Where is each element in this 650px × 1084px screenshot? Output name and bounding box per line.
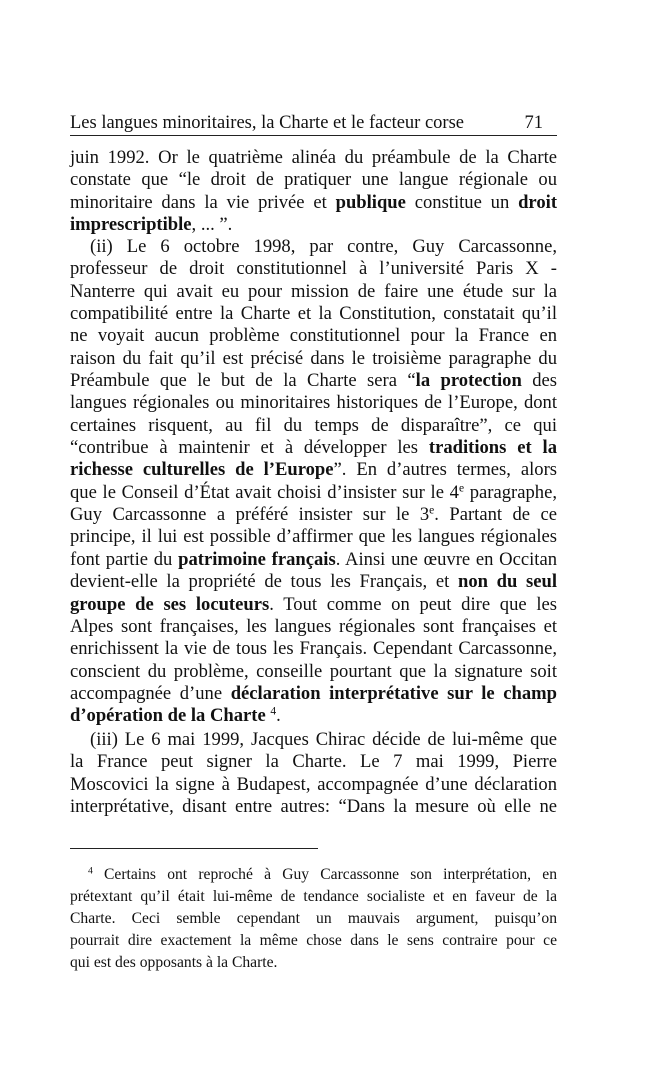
text-line	[70, 616, 557, 638]
text-line	[70, 370, 557, 392]
footnote-separator	[70, 848, 318, 849]
bold-text: traditions et la	[428, 437, 557, 459]
text-line	[70, 796, 557, 818]
text-segment: . Partant de ce	[434, 504, 557, 526]
text-segment: constate que “le droit de pratiquer une langue régionale ou	[70, 169, 557, 191]
text-line	[70, 638, 557, 660]
paragraph-1	[70, 147, 557, 236]
text-segment: Nanterre qui avait eu pour mission de faire une étude sur la	[70, 280, 557, 302]
text-line	[70, 214, 557, 236]
text-segment: Charte. Ceci semble cependant un mauvais argument, puisqu’on	[70, 910, 557, 927]
text-line	[70, 729, 557, 751]
text-segment: prétextant qu’il était lui-même de tendance socialiste et en faveur de la	[70, 888, 557, 905]
text-segment: que le Conseil d’État avait choisi d’insister sur le 4	[70, 481, 459, 503]
text-segment: ”. En d’autres termes, alors	[333, 459, 557, 481]
text-line	[70, 459, 557, 481]
text-line	[70, 774, 557, 796]
paragraph-3	[70, 729, 557, 818]
text-segment: juin 1992. Or le quatrième alinéa du préambule de la Charte	[70, 147, 557, 168]
bold-text: d’opération de la Charte	[70, 705, 271, 727]
text-segment: Moscovici la signe à Budapest, accompagnée d’une déclaration	[70, 773, 557, 795]
running-header	[70, 110, 557, 136]
text-segment: minoritaire dans la vie privée et	[70, 191, 336, 213]
text-segment: devient-elle la propriété de tous les Français, et	[70, 571, 458, 593]
text-segment: Préambule que le but de la Charte sera “	[70, 370, 416, 392]
text-line	[70, 482, 557, 504]
text-line	[70, 392, 557, 414]
bold-text: groupe de ses locuteurs	[70, 593, 270, 615]
bold-text: non du seul	[457, 571, 557, 593]
footnote-4	[70, 864, 557, 974]
text-line	[70, 437, 557, 459]
text-segment: Alpes sont françaises, les langues régionales sont françaises et	[70, 615, 557, 637]
bold-text: publique	[335, 191, 406, 213]
text-segment: certaines risquent, au fil du temps de disparaître”, ce qui	[70, 414, 557, 436]
text-line	[70, 415, 557, 437]
text-line	[70, 751, 557, 773]
text-segment: accompagnée d’une	[70, 682, 231, 704]
text-line	[70, 930, 557, 952]
text-line	[70, 303, 557, 325]
superscript: e	[458, 482, 465, 495]
text-segment: Certains ont reproché à Guy Carcassonne son interprétation, en	[92, 866, 557, 883]
superscript: 4	[88, 865, 93, 877]
text-segment: compatibilité entre la Charte et la Constitution, constatait qu’il	[70, 303, 557, 325]
text-segment: Guy Carcassonne a préféré insister sur le 3	[70, 504, 430, 526]
text-line	[70, 348, 557, 370]
text-segment: principe, il lui est possible d’affirmer que les langues régionales	[70, 526, 557, 548]
text-line	[70, 147, 557, 169]
text-line	[70, 236, 557, 258]
text-segment: font partie du	[70, 548, 179, 570]
text-segment: (iii) Le 6 mai 1999, Jacques Chirac décide de lui-même que	[90, 729, 557, 750]
text-line	[70, 258, 557, 280]
text-segment: ne voyait aucun problème constitutionnel pour la France en	[70, 325, 557, 347]
text-segment: constitue un	[405, 191, 519, 213]
text-line	[70, 192, 557, 214]
text-line	[70, 504, 557, 526]
bold-text: richesse culturelles de l’Europe	[70, 459, 334, 481]
text-segment: la France peut signer la Charte. Le 7 mai 1999, Pierre	[70, 751, 557, 773]
text-segment: . Ainsi une œuvre en Occitan	[335, 548, 557, 570]
text-segment: enrichissent la vie de tous les Français. Cependant Carcassonne,	[70, 638, 557, 660]
text-segment: interprétative, disant entre autres: “Dans la mesure où elle ne	[70, 796, 557, 818]
text-segment: des	[521, 370, 558, 392]
superscript: e	[429, 504, 435, 517]
text-segment: “contribue à maintenir et à développer les	[70, 437, 429, 459]
text-segment: paragraphe,	[464, 481, 557, 503]
text-segment: (ii) Le 6 octobre 1998, par contre, Guy Carcassonne,	[90, 236, 557, 257]
text-segment: qui est des opposants à la Charte.	[70, 954, 278, 971]
bold-text: patrimoine français	[178, 548, 336, 570]
text-line	[70, 325, 557, 347]
text-segment: raison du fait qu’il est précisé dans le troisième paragraphe du	[70, 347, 557, 369]
bold-text: droit	[518, 191, 558, 213]
text-segment: . Tout comme on peut dire que les	[269, 593, 557, 615]
text-line	[70, 594, 557, 616]
text-line	[70, 281, 557, 303]
text-line	[70, 705, 557, 727]
bold-text: imprescriptible	[70, 214, 192, 236]
text-segment: , ... ”.	[191, 214, 233, 236]
text-segment: langues régionales ou minoritaires historiques de l’Europe, dont	[70, 392, 557, 414]
superscript: 4	[270, 705, 277, 718]
text-line	[70, 169, 557, 191]
text-line	[70, 571, 557, 593]
text-line	[70, 908, 557, 930]
page-number: 71	[524, 113, 543, 133]
text-line	[70, 661, 557, 683]
text-segment: .	[276, 705, 281, 727]
running-header-title: Les langues minoritaires, la Charte et le facteur corse	[70, 113, 464, 133]
text-line	[70, 864, 557, 886]
text-segment: professeur de droit constitutionnel à l’université Paris X -	[70, 258, 557, 280]
text-line	[70, 886, 557, 908]
paragraph-2	[70, 236, 557, 728]
text-segment: conscient du problème, conseille pourtant que la signature soit	[70, 660, 557, 682]
text-segment: pourrait dire exactement la même chose dans le sens contraire pour ce	[70, 932, 557, 949]
bold-text: déclaration interprétative sur le champ	[230, 682, 557, 704]
text-line	[70, 952, 557, 974]
text-line	[70, 683, 557, 705]
text-line	[70, 549, 557, 571]
text-line	[70, 526, 557, 548]
bold-text: la protection	[415, 370, 522, 392]
